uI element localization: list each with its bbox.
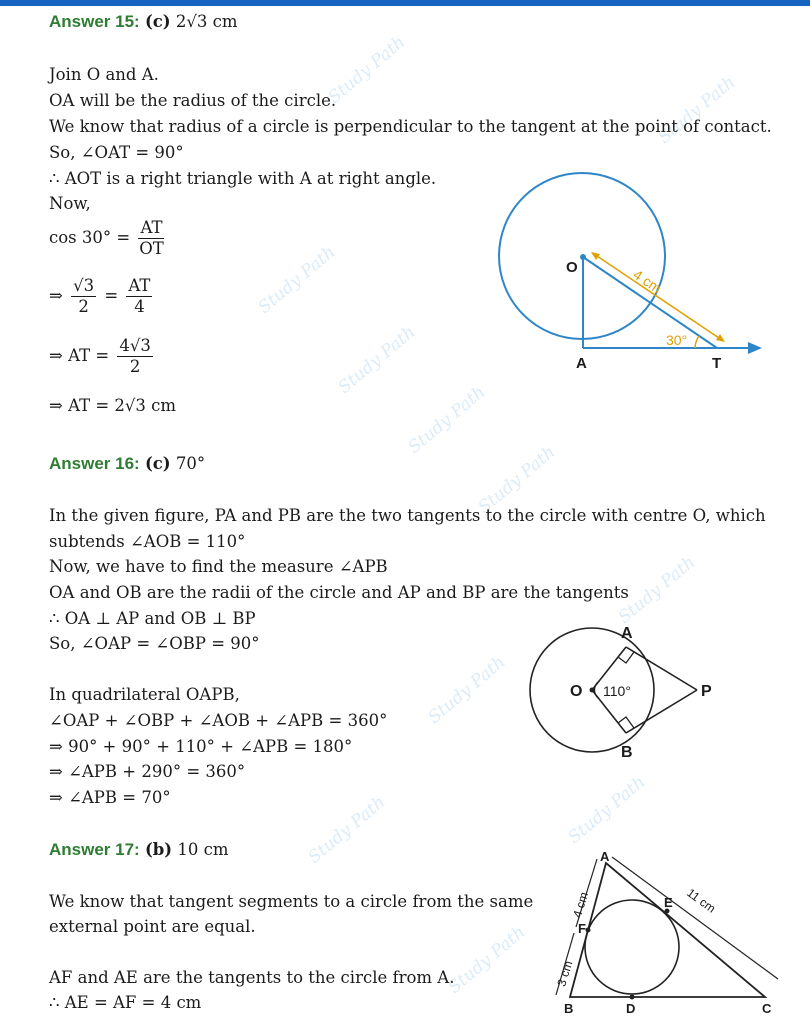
q16-line: Now, we have to find the measure ∠APB [49,557,388,576]
q16-line: ∠OAP + ∠OBP + ∠AOB + ∠APB = 360° [49,711,388,730]
tangent-pb [626,690,697,733]
answer-16-label: Answer 16: [49,454,140,473]
label-bf: 3 cm [554,959,576,989]
label-o: O [566,259,578,276]
label-b: B [564,1001,574,1016]
segment-ot [583,257,717,348]
eq3-fraction [117,336,153,377]
q16-line: subtends ∠AOB = 110° [49,532,246,551]
q15-line: OA will be the radius of the circle. [49,91,337,110]
answer-16-option: (c) [144,454,171,473]
angle-arc [595,682,598,698]
q16-line: ⇒ 90° + 90° + 110° + ∠APB = 180° [49,737,353,756]
q16-line: So, ∠OAP = ∠OBP = 90° [49,634,260,653]
answer-17-label: Answer 17: [49,840,140,859]
q15-equation-2 [49,276,155,317]
point-f [586,928,591,933]
eq3-numerator: 4√3 [119,336,151,355]
answer-15-label: Answer 15: [49,12,140,31]
answer-16-heading [49,454,205,474]
top-bar [0,0,810,6]
label-t: T [712,355,722,372]
q15-line: Join O and A. [49,65,159,84]
watermark: Study Path [654,72,740,148]
answer-17-option: (b) [144,840,173,859]
eq1-numerator: AT [140,218,163,237]
eq1-denominator: OT [139,239,164,258]
label-angle: 110° [603,683,631,699]
tangent-pa [626,647,697,690]
watermark: Study Path [614,552,700,628]
eq2-fraction-b [126,276,152,317]
tangent-arrow-icon [748,342,762,354]
center-point [590,688,595,693]
eq2-denominator-b: 4 [134,297,145,316]
watermark: Study Path [304,792,390,868]
dimension-ac [612,857,778,979]
label-f: F [578,921,586,936]
length-marker [594,254,722,340]
label-ac: 11 cm [684,885,719,916]
answer-17-heading [49,840,229,860]
label-a: A [621,625,633,642]
watermark: Study Path [474,442,560,518]
watermark: Study Path [254,242,340,318]
q15-equation-3 [49,336,156,377]
angle-arc [695,336,699,348]
label-a: A [576,355,587,372]
q15-line: ∴ AOT is a right triangle with A at right angle. [49,169,437,188]
point-d [630,995,635,1000]
eq2-numerator-b: AT [128,276,151,295]
q15-line: Now, [49,194,91,213]
q17-line: external point are equal. [49,917,256,936]
q16-line: In quadrilateral OAPB, [49,685,240,704]
label-a: A [600,849,610,864]
label-c: C [762,1001,772,1016]
label-e: E [664,895,673,910]
eq3-lhs: ⇒ AT = [49,346,110,365]
eq2-equals: = [104,286,119,305]
q16-line: ⇒ ∠APB = 70° [49,788,171,807]
q16-line: In the given figure, PA and PB are the two tangents to the circle with centre O, which [49,506,766,525]
eq2-fraction-a [71,276,96,317]
watermark: Study Path [424,652,510,728]
label-b: B [621,744,633,761]
watermark: Study Path [334,322,420,398]
eq2-numerator-a: √3 [73,276,95,295]
q16-line: ∴ OA ⊥ AP and OB ⊥ BP [49,609,256,628]
watermark: Study Path [324,32,410,108]
eq1-lhs: cos 30° = [49,228,131,247]
label-d: D [626,1001,636,1016]
q16-line: ⇒ ∠APB + 290° = 360° [49,762,246,781]
length-arrow-end-icon [716,334,725,342]
answer-17-value: 10 cm [177,840,229,859]
q17-line: ∴ AE = AF = 4 cm [49,993,202,1012]
q16-line: OA and OB are the radii of the circle and AP and BP are the tangents [49,583,629,602]
label-af: 4 cm [570,890,592,920]
center-point [580,254,586,260]
watermark: Study Path [404,382,490,458]
q15-equation-1 [49,218,167,259]
incircle-shape [585,900,679,994]
figure-tangent-triangle [490,170,780,380]
label-o: O [570,683,583,700]
figure-two-tangents [525,620,725,765]
figure-incircle-triangle [540,845,790,1023]
watermark: Study Path [564,772,650,848]
label-angle: 30° [666,332,688,348]
answer-16-value: 70° [175,454,206,473]
watermark: Study Path [444,922,530,998]
q15-line: We know that radius of a circle is perpendicular to the tangent at the point of contact. [49,117,772,136]
eq1-fraction [138,218,164,259]
eq2-denominator-a: 2 [78,297,89,316]
q15-equation-4: ⇒ AT = 2√3 cm [49,396,177,415]
q17-line: AF and AE are the tangents to the circle from A. [49,968,455,987]
answer-15-value: 2√3 cm [175,12,238,31]
label-length: 4 cm [630,266,665,297]
answer-15-option: (c) [144,12,171,31]
q15-line: So, ∠OAT = 90° [49,143,184,162]
answer-15-heading [49,12,238,32]
eq2-arrow: ⇒ [49,286,63,305]
length-arrow-start-icon [591,252,600,260]
eq3-denominator: 2 [129,357,141,376]
q17-line: We know that tangent segments to a circle from the same [49,892,534,911]
label-p: P [701,683,712,700]
